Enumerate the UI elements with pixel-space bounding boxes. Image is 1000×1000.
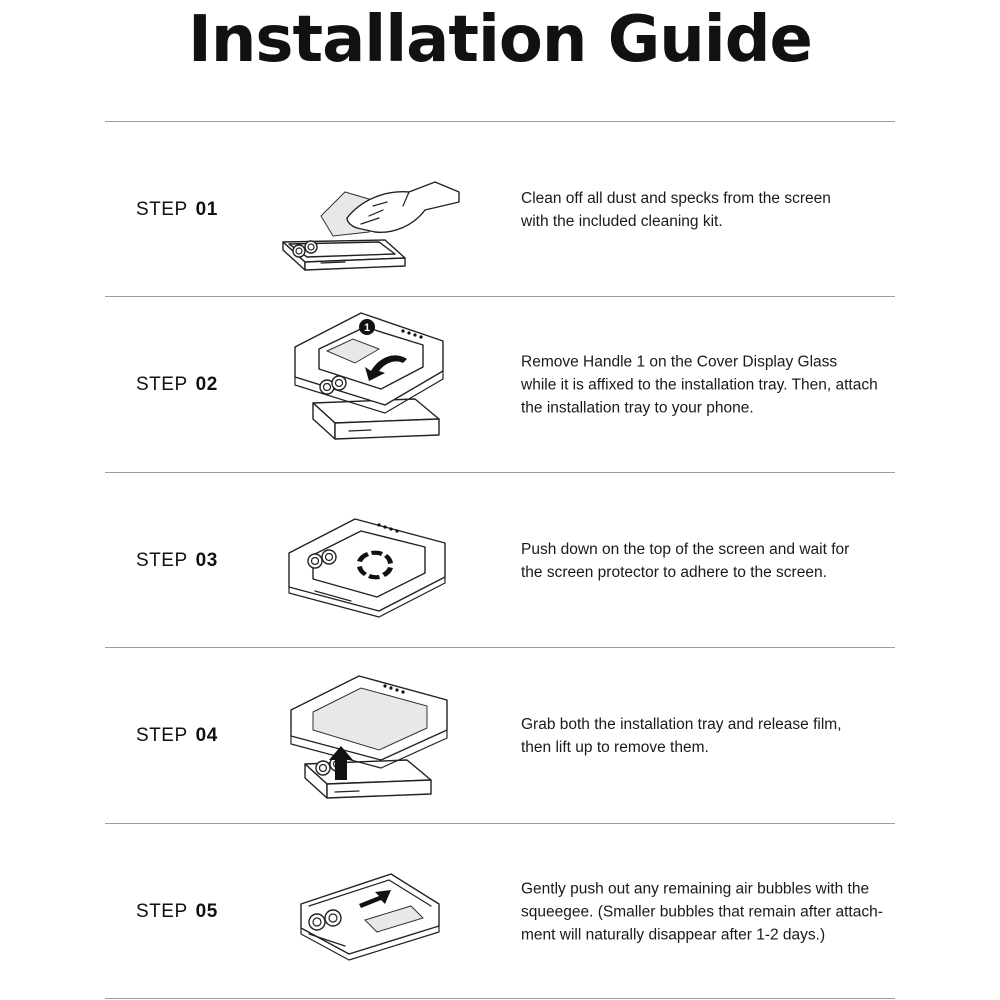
step-05 [105,824,895,999]
step-03 [105,473,895,648]
description-line: Remove Handle 1 on the Cover Display Glass [521,353,838,370]
step-02 [105,297,895,472]
description-line: the installation tray to your phone. [521,399,754,416]
step-04 [105,648,895,823]
step-01 [105,122,895,297]
remove-handle-tray-icon [275,305,465,465]
step-number: 04 [195,724,218,746]
cleaning-cloth-hand-icon [275,130,465,290]
step-number: 01 [195,198,218,220]
description-line: then lift up to remove them. [521,738,709,756]
description-line: Gently push out any remaining air bubbles with the [521,880,870,897]
step-number: 03 [195,549,218,571]
description-line: Clean off all dust and specks from the screen [521,189,831,207]
step-label [136,725,218,747]
step-number: 05 [195,900,218,922]
step-label [136,550,218,572]
divider [105,998,895,999]
page-title: Installation Guide [188,3,812,77]
step-description [521,877,901,946]
step-word: STEP [136,900,188,922]
step-description [521,538,901,584]
step-label [136,901,218,923]
step-word: STEP [136,549,188,571]
description-line: the screen protector to adhere to the screen. [521,563,827,581]
lift-tray-up-icon [275,656,465,816]
step-word: STEP [136,198,188,220]
step-label [136,199,218,221]
squeegee-phone-icon [275,832,465,992]
description-line: Grab both the installation tray and release film, [521,715,842,733]
description-line: squeegee. (Smaller bubbles that remain after attach- [521,903,883,920]
step-description [521,350,901,419]
description-line: Push down on the top of the screen and wait for [521,540,850,558]
description-line: ment will naturally disappear after 1-2 days.) [521,926,826,943]
step-number: 02 [195,373,218,395]
step-label [136,374,218,396]
description-line: while it is affixed to the installation tray. Then, attach [521,376,878,393]
step-word: STEP [136,373,188,395]
description-line: with the included cleaning kit. [521,212,723,230]
handle-badge: 1 [363,322,371,334]
step-word: STEP [136,724,188,746]
step-description [521,713,901,759]
step-description [521,187,901,233]
push-down-tray-icon [275,481,465,641]
